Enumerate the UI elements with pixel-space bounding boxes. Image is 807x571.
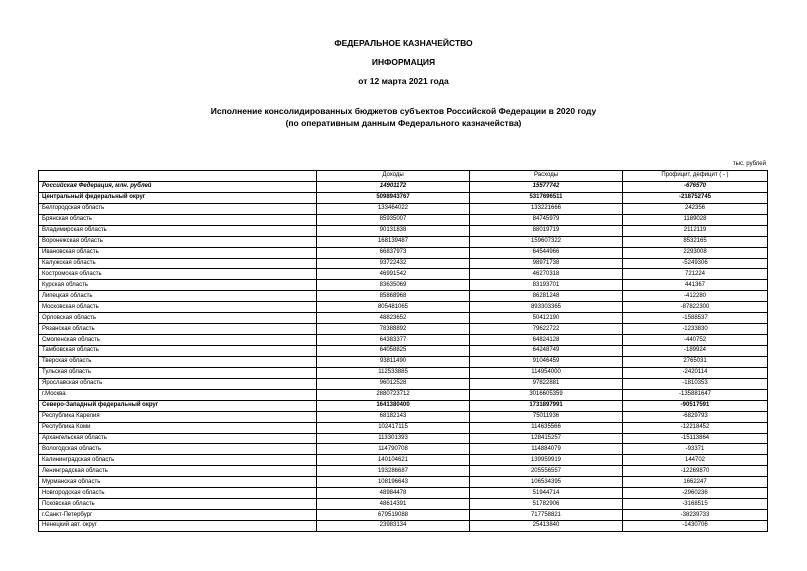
balance-cell: 2112119 bbox=[623, 225, 768, 236]
region-name-cell: Республика Коми bbox=[39, 422, 317, 433]
column-header-balance: Профицит, дефицит ( - ) bbox=[623, 171, 768, 182]
expense-cell: 75011936 bbox=[470, 411, 623, 422]
table-row bbox=[39, 225, 768, 236]
table-row bbox=[39, 280, 768, 291]
table-row bbox=[39, 389, 768, 400]
income-cell: 23983134 bbox=[317, 521, 470, 532]
expense-cell: 97822881 bbox=[470, 378, 623, 389]
balance-cell: -93371 bbox=[623, 444, 768, 455]
income-cell: 66837973 bbox=[317, 247, 470, 258]
balance-cell: -12269870 bbox=[623, 466, 768, 477]
income-cell: 805481065 bbox=[317, 302, 470, 313]
expense-cell: 84745979 bbox=[470, 214, 623, 225]
income-cell: 96012528 bbox=[317, 378, 470, 389]
balance-cell: -90517591 bbox=[623, 400, 768, 411]
expense-cell: 128415257 bbox=[470, 433, 623, 444]
income-cell: 85868968 bbox=[317, 291, 470, 302]
balance-cell: 144702 bbox=[623, 455, 768, 466]
expense-cell: 64824128 bbox=[470, 335, 623, 346]
income-cell: 48823652 bbox=[317, 313, 470, 324]
region-name-cell: Калужская область bbox=[39, 258, 317, 269]
table-row bbox=[39, 247, 768, 258]
region-name-cell: Вологодская область bbox=[39, 444, 317, 455]
table-row bbox=[39, 181, 768, 192]
income-cell: 68182143 bbox=[317, 411, 470, 422]
income-cell: 133464022 bbox=[317, 203, 470, 214]
balance-cell: -1588537 bbox=[623, 313, 768, 324]
income-cell: 679519088 bbox=[317, 510, 470, 521]
expense-cell: 91046459 bbox=[470, 356, 623, 367]
table-row bbox=[39, 400, 768, 411]
region-name-cell: Брянская область bbox=[39, 214, 317, 225]
table-row bbox=[39, 521, 768, 532]
expense-cell: 1731897991 bbox=[470, 400, 623, 411]
table-row bbox=[39, 269, 768, 280]
balance-cell: -6829793 bbox=[623, 411, 768, 422]
budget-table bbox=[38, 170, 768, 532]
expense-cell: 46270318 bbox=[470, 269, 623, 280]
expense-cell: 3016605359 bbox=[470, 389, 623, 400]
column-header-income: Доходы bbox=[317, 171, 470, 182]
table-row bbox=[39, 236, 768, 247]
balance-cell: 2293008 bbox=[623, 247, 768, 258]
income-cell: 90131838 bbox=[317, 225, 470, 236]
table-row bbox=[39, 444, 768, 455]
region-name-cell: г.Санкт-Петербург bbox=[39, 510, 317, 521]
expense-cell: 114635566 bbox=[470, 422, 623, 433]
table-row bbox=[39, 488, 768, 499]
region-name-cell: Мурманская область bbox=[39, 477, 317, 488]
expense-cell: 205556557 bbox=[470, 466, 623, 477]
table-row bbox=[39, 356, 768, 367]
expense-cell: 64248749 bbox=[470, 346, 623, 357]
table-row bbox=[39, 466, 768, 477]
balance-cell: -2960236 bbox=[623, 488, 768, 499]
region-name-cell: Орловская область bbox=[39, 313, 317, 324]
region-name-cell: Рязанская область bbox=[39, 324, 317, 335]
region-name-cell: Калининградская область bbox=[39, 455, 317, 466]
income-cell: 108196643 bbox=[317, 477, 470, 488]
income-cell: 64383377 bbox=[317, 335, 470, 346]
agency-name: ФЕДЕРАЛЬНОЕ КАЗНАЧЕЙСТВО bbox=[334, 38, 473, 48]
income-cell: 14901172 bbox=[317, 181, 470, 192]
region-name-cell: Тульская область bbox=[39, 367, 317, 378]
region-name-cell: Ярославская область bbox=[39, 378, 317, 389]
table-row bbox=[39, 346, 768, 357]
table-row bbox=[39, 291, 768, 302]
balance-cell: 242356 bbox=[623, 203, 768, 214]
balance-cell: -676570 bbox=[623, 181, 768, 192]
income-cell: 193286687 bbox=[317, 466, 470, 477]
document-type: ИНФОРМАЦИЯ bbox=[371, 57, 436, 67]
expense-cell: 114884079 bbox=[470, 444, 623, 455]
region-name-cell: Псковская область bbox=[39, 499, 317, 510]
column-header-expense: Расходы bbox=[470, 171, 623, 182]
income-cell: 5098943767 bbox=[317, 192, 470, 203]
balance-cell: -135881647 bbox=[623, 389, 768, 400]
income-cell: 46991542 bbox=[317, 269, 470, 280]
income-cell: 78388892 bbox=[317, 324, 470, 335]
region-name-cell: Ленинградская область bbox=[39, 466, 317, 477]
balance-cell: -1233830 bbox=[623, 324, 768, 335]
document-title: Исполнение консолидированных бюджетов субъектов Российской Федерации в 2020 году bbox=[210, 106, 597, 116]
region-name-cell: Тамбовская область bbox=[39, 346, 317, 357]
balance-cell: 441367 bbox=[623, 280, 768, 291]
expense-cell: 106534395 bbox=[470, 477, 623, 488]
region-name-cell: Новгородская область bbox=[39, 488, 317, 499]
table-row bbox=[39, 335, 768, 346]
table-row bbox=[39, 367, 768, 378]
table-header-row bbox=[39, 171, 768, 182]
expense-cell: 893303365 bbox=[470, 302, 623, 313]
balance-cell: -2420114 bbox=[623, 367, 768, 378]
expense-cell: 114954000 bbox=[470, 367, 623, 378]
expense-cell: 133221666 bbox=[470, 203, 623, 214]
expense-cell: 86281248 bbox=[470, 291, 623, 302]
expense-cell: 139959919 bbox=[470, 455, 623, 466]
table-row bbox=[39, 214, 768, 225]
region-name-cell: Российская Федерация, млн. рублей bbox=[39, 181, 317, 192]
table-row bbox=[39, 499, 768, 510]
region-name-cell: Северо-Западный федеральный округ bbox=[39, 400, 317, 411]
region-name-cell: Ненецкий авт. округ bbox=[39, 521, 317, 532]
expense-cell: 83193701 bbox=[470, 280, 623, 291]
income-cell: 48984478 bbox=[317, 488, 470, 499]
table-row bbox=[39, 433, 768, 444]
income-cell: 112533885 bbox=[317, 367, 470, 378]
region-name-cell: Курская область bbox=[39, 280, 317, 291]
income-cell: 48614391 bbox=[317, 499, 470, 510]
expense-cell: 98971738 bbox=[470, 258, 623, 269]
expense-cell: 64544966 bbox=[470, 247, 623, 258]
region-name-cell: Центральный федеральный округ bbox=[39, 192, 317, 203]
income-cell: 83635069 bbox=[317, 280, 470, 291]
document-subtitle: (по оперативным данным Федерального казначейства) bbox=[285, 118, 522, 128]
balance-cell: -1810353 bbox=[623, 378, 768, 389]
table-row bbox=[39, 510, 768, 521]
balance-cell: -218752745 bbox=[623, 192, 768, 203]
balance-cell: -1430706 bbox=[623, 521, 768, 532]
balance-cell: 1189028 bbox=[623, 214, 768, 225]
table-row bbox=[39, 313, 768, 324]
balance-cell: -440752 bbox=[623, 335, 768, 346]
income-cell: 93811490 bbox=[317, 356, 470, 367]
expense-cell: 88019719 bbox=[470, 225, 623, 236]
table-row bbox=[39, 258, 768, 269]
region-name-cell: Владимирская область bbox=[39, 225, 317, 236]
table-row bbox=[39, 302, 768, 313]
balance-cell: -189924 bbox=[623, 346, 768, 357]
region-name-cell: Архангельская область bbox=[39, 433, 317, 444]
balance-cell: -12218452 bbox=[623, 422, 768, 433]
table-row bbox=[39, 324, 768, 335]
expense-cell: 79622722 bbox=[470, 324, 623, 335]
income-cell: 93722432 bbox=[317, 258, 470, 269]
expense-cell: 25413840 bbox=[470, 521, 623, 532]
income-cell: 2880723712 bbox=[317, 389, 470, 400]
income-cell: 102417115 bbox=[317, 422, 470, 433]
income-cell: 114790708 bbox=[317, 444, 470, 455]
region-name-cell: Тверская область bbox=[39, 356, 317, 367]
expense-cell: 159607322 bbox=[470, 236, 623, 247]
balance-cell: -38239733 bbox=[623, 510, 768, 521]
table-row bbox=[39, 203, 768, 214]
balance-cell: -412280 bbox=[623, 291, 768, 302]
region-name-cell: Белгородская область bbox=[39, 203, 317, 214]
balance-cell: 2765031 bbox=[623, 356, 768, 367]
expense-cell: 51782906 bbox=[470, 499, 623, 510]
income-cell: 168139487 bbox=[317, 236, 470, 247]
document-date: от 12 марта 2021 года bbox=[358, 76, 449, 86]
table-row bbox=[39, 422, 768, 433]
income-cell: 85935007 bbox=[317, 214, 470, 225]
expense-cell: 717758821 bbox=[470, 510, 623, 521]
region-name-cell: Воронежская область bbox=[39, 236, 317, 247]
region-name-cell: Московская область bbox=[39, 302, 317, 313]
income-cell: 140104621 bbox=[317, 455, 470, 466]
region-name-cell: Липецкая область bbox=[39, 291, 317, 302]
balance-cell: 8532165 bbox=[623, 236, 768, 247]
expense-cell: 50412190 bbox=[470, 313, 623, 324]
region-name-cell: г.Москва bbox=[39, 389, 317, 400]
column-header-region bbox=[39, 171, 317, 182]
region-name-cell: Костромская область bbox=[39, 269, 317, 280]
balance-cell: -87822300 bbox=[623, 302, 768, 313]
balance-cell: -3168515 bbox=[623, 499, 768, 510]
income-cell: 1641380400 bbox=[317, 400, 470, 411]
balance-cell: -15113864 bbox=[623, 433, 768, 444]
expense-cell: 5317696511 bbox=[470, 192, 623, 203]
region-name-cell: Республика Карелия bbox=[39, 411, 317, 422]
expense-cell: 15577742 bbox=[470, 181, 623, 192]
table-row bbox=[39, 411, 768, 422]
table-row bbox=[39, 192, 768, 203]
table-row bbox=[39, 378, 768, 389]
balance-cell: 1662247 bbox=[623, 477, 768, 488]
income-cell: 113301393 bbox=[317, 433, 470, 444]
table-row bbox=[39, 455, 768, 466]
income-cell: 64058825 bbox=[317, 346, 470, 357]
expense-cell: 51944714 bbox=[470, 488, 623, 499]
region-name-cell: Ивановская область bbox=[39, 247, 317, 258]
balance-cell: 721224 bbox=[623, 269, 768, 280]
balance-cell: -5249306 bbox=[623, 258, 768, 269]
unit-label: тыс. рублей bbox=[732, 161, 766, 167]
region-name-cell: Смоленская область bbox=[39, 335, 317, 346]
table-row bbox=[39, 477, 768, 488]
